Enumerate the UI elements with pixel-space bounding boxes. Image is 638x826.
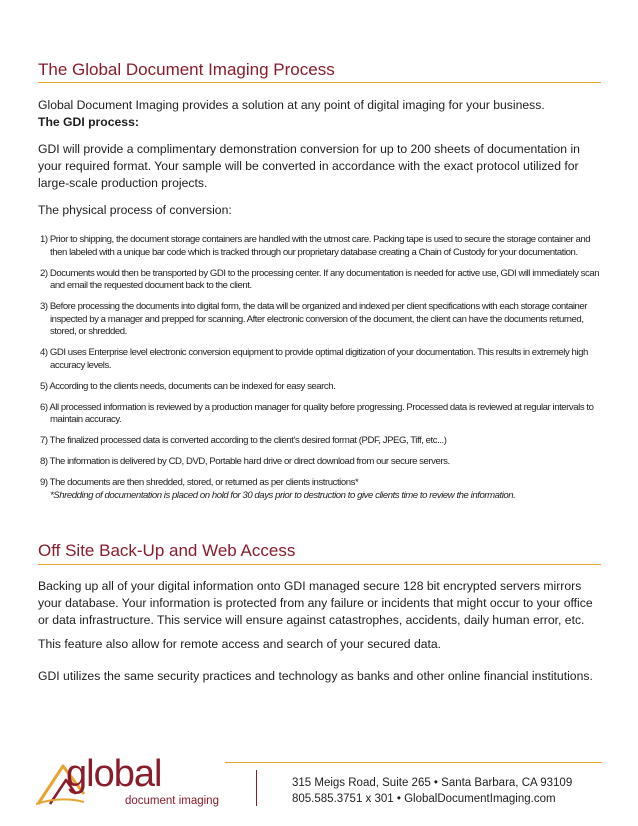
remote-access-paragraph: This feature also allow for remote access and search of your secured data. (38, 637, 442, 651)
list-item: 7) The finalized processed data is converted according to the client’s desired format (PDF, JPEG, Tiff, etc...) (40, 435, 447, 446)
list-item: 4) GDI uses Enterprise level electronic conversion equipment to provide optimal digitization of your documentation. This results in extremely high accuracy levels. (40, 347, 588, 371)
section-title-imaging-process: The Global Document Imaging Process (38, 60, 335, 79)
list-item-step-9 (40, 477, 605, 502)
intro-text: Global Document Imaging provides a solution at any point of digital imaging for your business. (38, 98, 545, 112)
footer-address: 315 Meigs Road, Suite 265 • Santa Barbara, CA 93109 (292, 777, 573, 789)
footer-vertical-divider (256, 770, 257, 806)
list-item: 1) Prior to shipping, the document storage containers are handled with the utmost care. Packing tape is used to secure the storage container and then labeled with a unique bar code which is tracked through our proprietary database creating a Chain of Custody for your documentation. (40, 234, 591, 258)
list-item: 5) According to the clients needs, documents can be indexed for easy search. (40, 380, 336, 392)
footer-contact (292, 775, 572, 807)
section-divider (38, 564, 601, 565)
list-item: 3) Before processing the documents into digital form, the data will be organized and indexed per client specifications with each storage container inspected by a manager and prepped for scanning. After electronic conversion of the document, the client can have the documents returned, stored, or shredded. (40, 301, 588, 337)
logo-subtitle: document imaging (125, 795, 219, 807)
list-item: 2) Documents would then be transported by GDI to the processing center. If any documentation is needed for active use, GDI will immediately scan and email the requested document back to the client. (40, 267, 600, 291)
logo-wordmark: global (66, 753, 162, 795)
list-item: 6) All processed information is reviewed by a production manager for quality before progressing. Processed data is reviewed at regular intervals to maintain accuracy. (40, 401, 594, 425)
shredding-note: *Shredding of documentation is placed on hold for 30 days prior to destruction to give clients time to review the information. (50, 489, 516, 501)
physical-process-label: The physical process of conversion: (38, 203, 232, 217)
section-divider (38, 82, 601, 83)
security-paragraph: GDI utilizes the same security practices and technology as banks and other online financial institutions. (38, 669, 593, 683)
list-item: 8) The information is delivered by CD, DVD, Portable hard drive or direct download from our secure servers. (40, 456, 450, 467)
demo-paragraph: GDI will provide a complimentary demonstration conversion for up to 200 sheets of documentation in your required format. Your sample will be converted in accordance with the exact protocol utilized for large-scale production projects. (38, 142, 580, 190)
footer-divider (225, 762, 602, 763)
conversion-steps-list (40, 234, 605, 511)
backup-paragraph: Backing up all of your digital information onto GDI managed secure 128 bit encrypted servers mirrors your database. Your information is protected from any failure or incidents that might occur to your office or data infrastructure. This service will ensure against catastrophes, accidents, daily human error, etc. (38, 579, 593, 627)
footer-phone-web: 805.585.3751 x 301 • GlobalDocumentImaging.com (292, 793, 556, 805)
step-9-text: 9) The documents are then shredded, stored, or returned as per clients instructions* (40, 477, 359, 488)
gdi-process-label: The GDI process: (38, 115, 139, 129)
section-title-backup: Off Site Back-Up and Web Access (38, 541, 296, 560)
